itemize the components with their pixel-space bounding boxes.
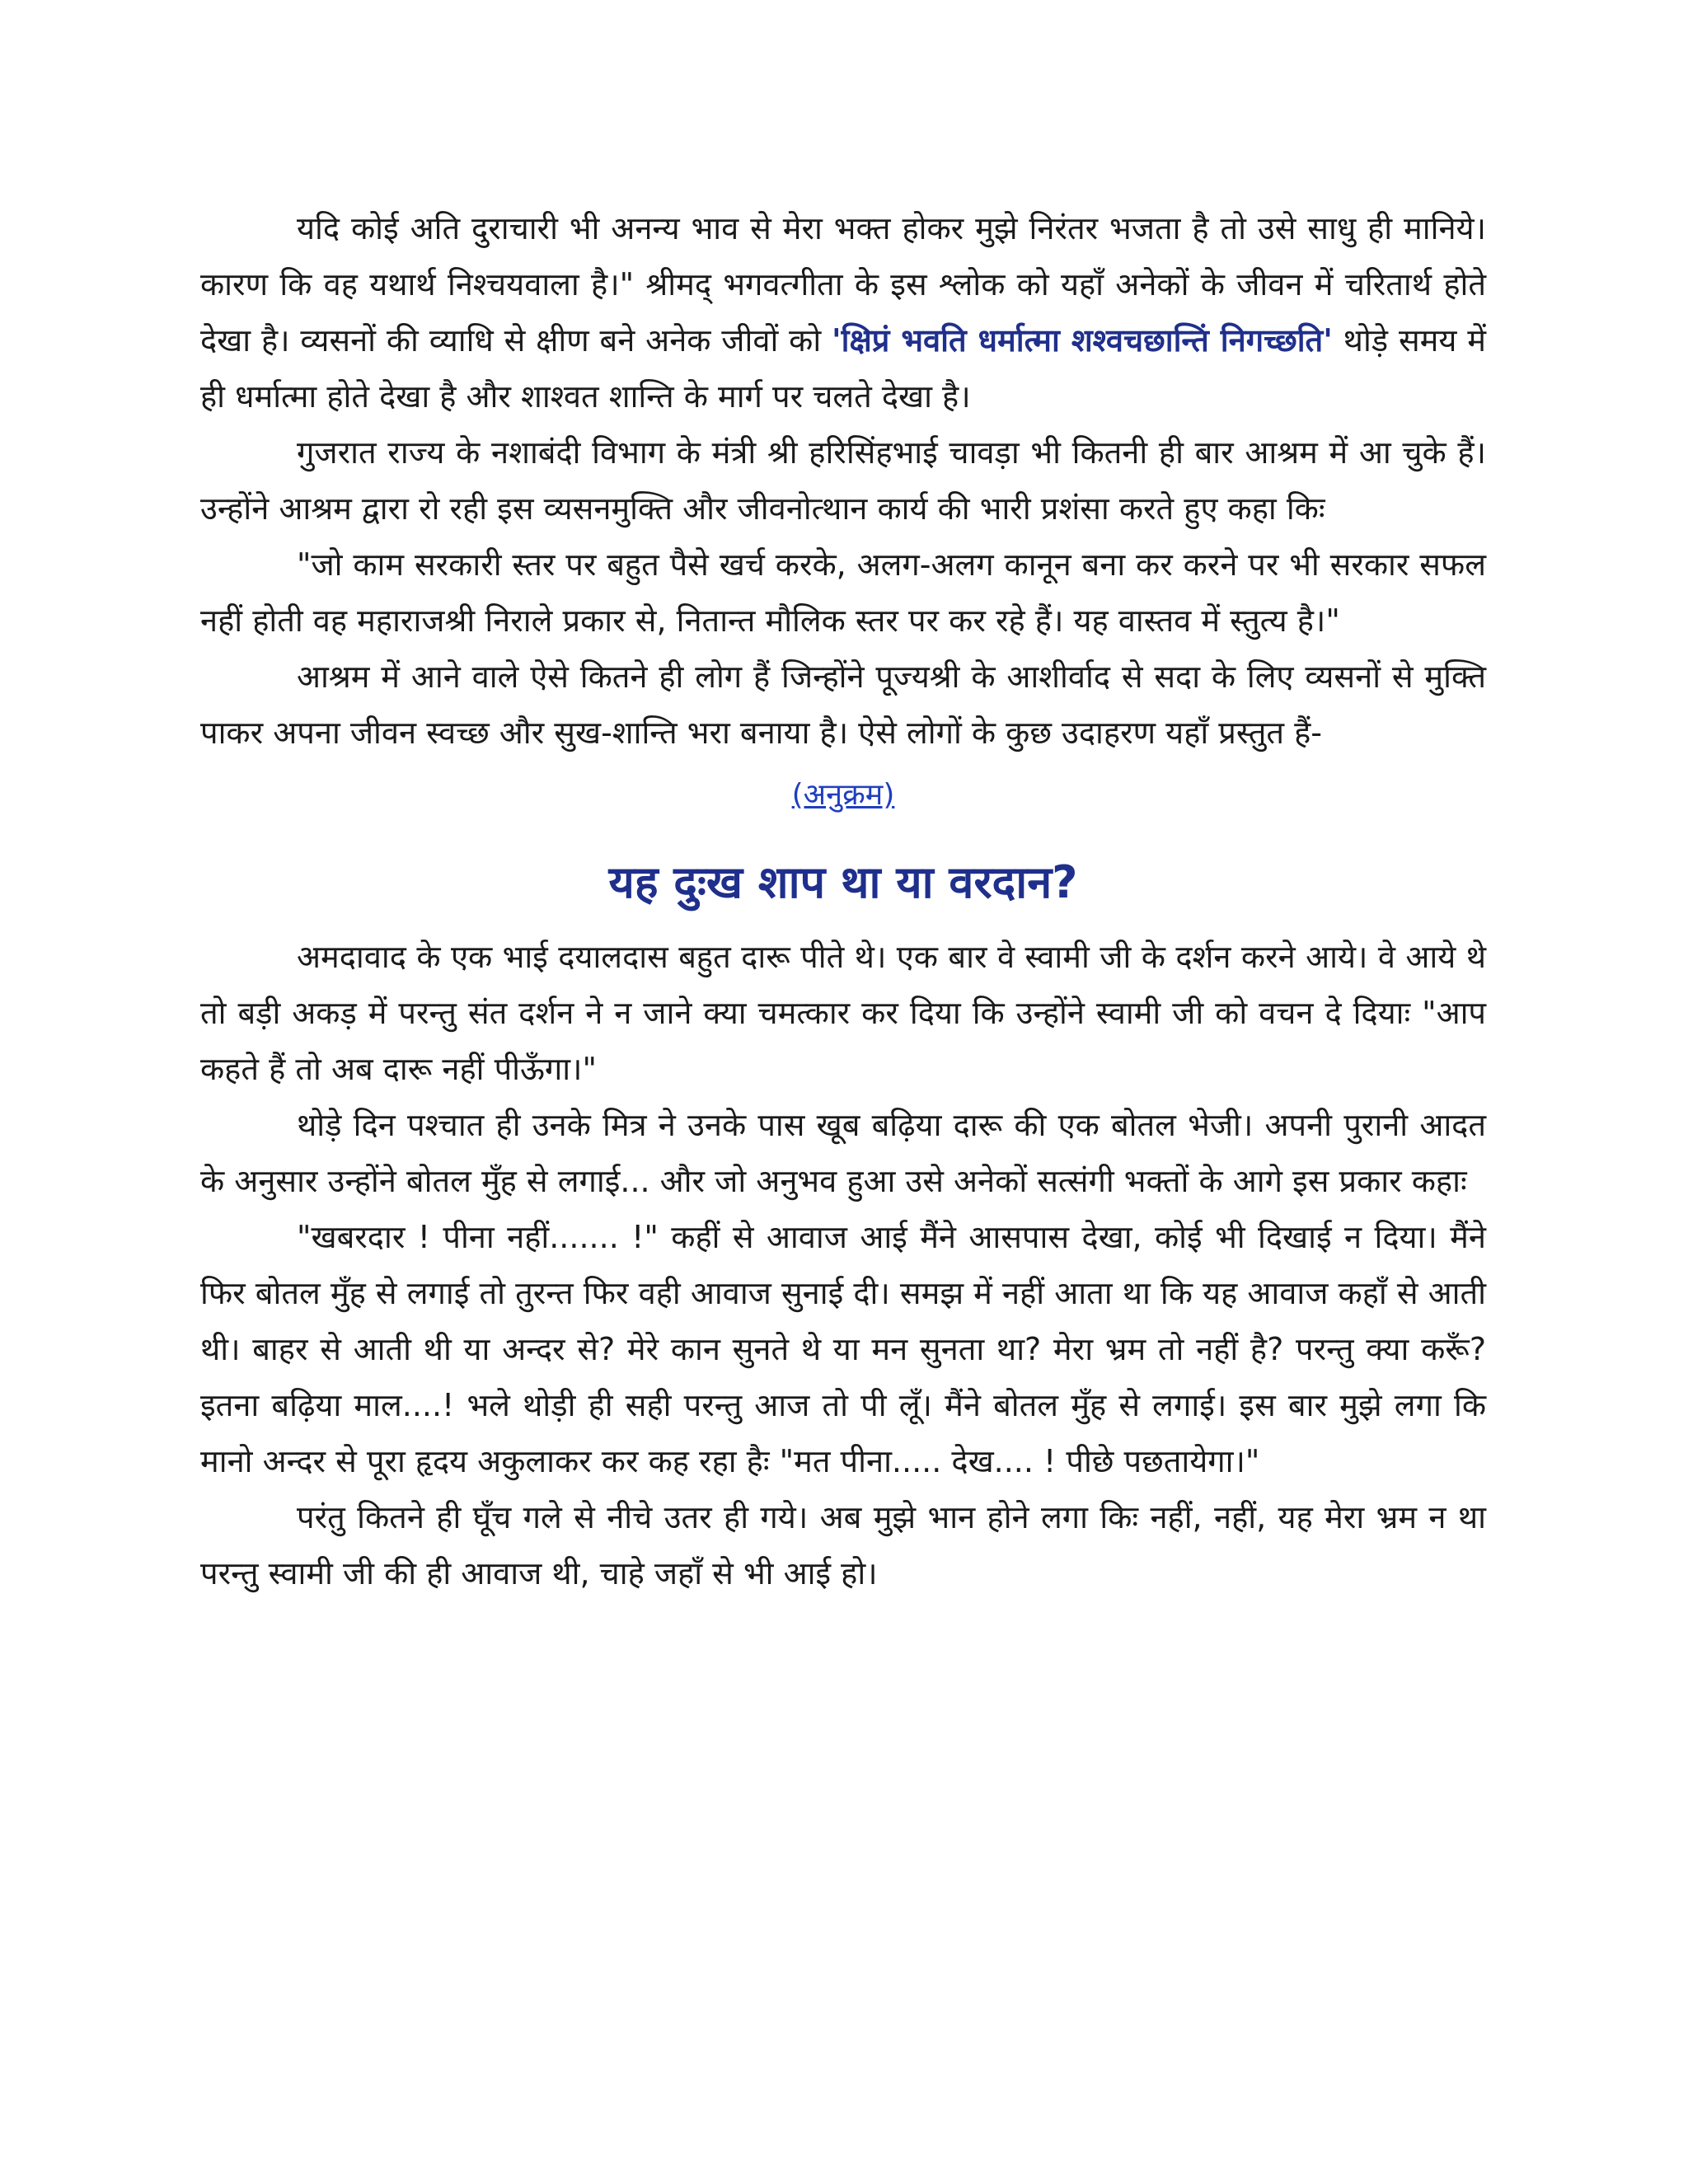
paragraph-bottle-gift: थोड़े दिन पश्चात ही उनके मित्र ने उनके पास खूब बढ़िया दारू की एक बोतल भेजी। अपनी पुरानी आदत के अनुसार उन्होंने बोतल मुँह से लगाई... और जो अनुभव हुआ उसे अनेकों सत्संगी भक्तों के आगे इस प्रकार कहाः <box>200 1107 1486 1199</box>
anukram-link-container <box>200 766 1486 828</box>
paragraph-minister-quote: "जो काम सरकारी स्तर पर बहुत पैसे खर्च करके, अलग-अलग कानून बना कर करने पर भी सरकार सफल नहीं होती वह महाराजश्री निराले प्रकार से, नितान्त मौलिक स्तर पर कर रहे हैं। यह वास्तव में स्तुत्य है।" <box>200 546 1486 639</box>
anukram-link[interactable]: (अनुक्रम) <box>791 778 895 812</box>
paragraph-gita-quote <box>200 200 1486 424</box>
page-content <box>200 200 1486 1601</box>
section-heading: यह दुःख शाप था या वरदान? <box>608 856 1078 908</box>
paragraph-text: यदि कोई अति दुराचारी भी अनन्य भाव से मेरा भक्त होकर मुझे निरंतर भजता है तो उसे साधु ही मानिये। कारण कि वह यथार्थ निश्चयवाला है।" श्रीमद् भगवत्गीता के इस श्लोक को यहाँ अनेकों के जीवन में चरितार्थ होते देखा है। व्यसनों की व्याधि से क्षीण बने अनेक जीवों को <box>200 210 1486 359</box>
paragraph-examples-intro: आश्रम में आने वाले ऐसे कितने ही लोग हैं जिन्होंने पूज्यश्री के आशीर्वाद से सदा के लिए व्यसनों से मुक्ति पाकर अपना जीवन स्वच्छ और सुख-शान्ति भरा बनाया है। ऐसे लोगों के कुछ उदाहरण यहाँ प्रस्तुत हैं- <box>200 658 1486 751</box>
paragraph-text: थोड़े समय में ही धर्मात्मा होते देखा है और शाश्वत शान्ति के मार्ग पर चलते देखा है। <box>200 322 1486 415</box>
shloka-highlight: 'क्षिप्रं भवति धर्मात्मा शश्वचछान्तिं निगच्छति' <box>832 322 1333 359</box>
paragraph-realization: परंतु कितने ही घूँच गले से नीचे उतर ही गये। अब मुझे भान होने लगा किः नहीं, नहीं, यह मेरा भ्रम न था परन्तु स्वामी जी की ही आवाज थी, चाहे जहाँ से भी आई हो। <box>200 1499 1486 1591</box>
paragraph-minister-visit: गुजरात राज्य के नशाबंदी विभाग के मंत्री श्री हरिसिंहभाई चावड़ा भी कितनी ही बार आश्रम में आ चुके हैं। उन्होंने आश्रम द्वारा रो रही इस व्यसनमुक्ति और जीवनोत्थान कार्य की भारी प्रशंसा करते हुए कहा किः <box>200 434 1486 527</box>
paragraph-dayaldas-intro: अमदावाद के एक भाई दयालदास बहुत दारू पीते थे। एक बार वे स्वामी जी के दर्शन करने आये। वे आये थे तो बड़ी अकड़ में परन्तु संत दर्शन ने न जाने क्या चमत्कार कर दिया कि उन्होंने स्वामी जी को वचन दे दियाः "आप कहते हैं तो अब दारू नहीं पीऊँगा।" <box>200 939 1486 1087</box>
paragraph-voice-warning: "खबरदार ! पीना नहीं....... !" कहीं से आवाज आई मैंने आसपास देखा, कोई भी दिखाई न दिया। मैंने फिर बोतल मुँह से लगाई तो तुरन्त फिर वही आवाज सुनाई दी। समझ में नहीं आता था कि यह आवाज कहाँ से आती थी। बाहर से आती थी या अन्दर से? मेरे कान सुनते थे या मन सुनता था? मेरा भ्रम तो नहीं है? परन्तु क्या करूँ? इतना बढ़िया माल....! भले थोड़ी ही सही परन्तु आज तो पी लूँ। मैंने बोतल मुँह से लगाई। इस बार मुझे लगा कि मानो अन्दर से पूरा हृदय अकुलाकर कर कह रहा हैः "मत पीना..... देख.... ! पीछे पछतायेगा।" <box>200 1219 1487 1479</box>
